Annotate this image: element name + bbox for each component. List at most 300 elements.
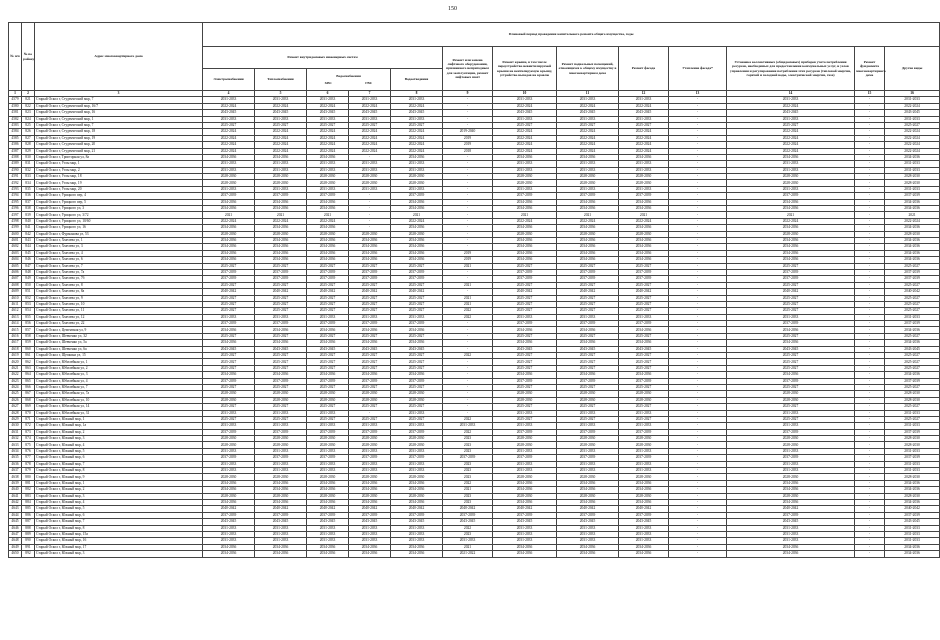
table-cell: 2037-2039 [391,269,443,275]
table-cell: 2028-2030 [307,174,349,180]
table-cell: - [669,538,727,544]
table-cell: - [855,116,885,122]
table-cell: 2028-2030 [203,391,255,397]
table-cell: 2040-2042 [349,289,391,295]
table-cell: 854 [22,308,35,314]
table-cell: 879 [22,468,35,474]
table-cell: - [669,110,727,116]
table-cell: 2034-2036 [203,480,255,486]
table-cell: 2031-2033 [349,186,391,192]
table-cell: 2037-2039 [307,429,349,435]
table-cell: 2034-2036 [349,500,391,506]
table-cell: - [669,436,727,442]
table-cell: 2031-2033 [203,97,255,103]
table-cell: 2043-2045 [307,110,349,116]
planned-period-header: Плановый период проведения капитального ремонта общего имущества, годы [203,23,940,47]
table-cell: - [443,378,493,384]
table-cell: 2037-2039 [255,269,307,275]
table-cell: - [855,340,885,346]
column-number-cell: 13 [669,91,727,97]
table-cell: 2022-2024 [493,218,557,224]
table-cell: 2034-2036 [255,500,307,506]
table-cell: 4585 [9,135,22,141]
table-cell: - [443,212,493,218]
table-cell: - [669,206,727,212]
address-cell: Старый Оскол г, Южный мкр, 3 [35,493,203,499]
table-cell: 2028-2030 [391,174,443,180]
table-cell: 2034-2036 [557,225,619,231]
table-cell: 2021 [203,212,255,218]
table-cell: 2031-2033 [493,97,557,103]
address-cell: Старый Оскол г, Углы мкр, 1 [35,161,203,167]
table-cell: 2034-2036 [391,340,443,346]
table-cell: 2025-2027 [493,404,557,410]
table-cell: 2022-2024 [885,129,940,135]
table-cell: 2022-2024 [307,103,349,109]
table-cell: 2031-2033 [493,167,557,173]
address-cell: Старый Оскол г, Хмелева ул, 7 [35,263,203,269]
table-cell: 2031-2033 [727,423,855,429]
table-cell: 2034-2036 [255,327,307,333]
table-cell: 2037-2039 [885,429,940,435]
table-cell: 2031-2033 [493,468,557,474]
drainage-header: Водоотведения [391,69,443,91]
table-cell: 2037-2039 [255,429,307,435]
table-cell: 871 [22,416,35,422]
table-cell: - [855,474,885,480]
table-cell: 2031-2033 [619,116,669,122]
table-cell: 821 [22,97,35,103]
table-cell: 838 [22,206,35,212]
table-cell: - [855,391,885,397]
address-cell: Старый Оскол г, Урицкого пер, 5 [35,199,203,205]
table-cell: 2031-2033 [727,97,855,103]
table-cell: 2022-2024 [349,142,391,148]
table-cell: 2025-2027 [885,295,940,301]
address-cell: Старый Оскол г, Южный мкр, 1 [35,416,203,422]
address-cell: Старый Оскол г, Триоторная ул, 8а [35,154,203,160]
table-cell: 2034-2036 [727,225,855,231]
table-cell: 2040-2042 [493,289,557,295]
table-cell: 2025-2027 [203,416,255,422]
table-cell: 2043-2045 [203,346,255,352]
table-cell: 2028-2030 [349,391,391,397]
address-cell: Старый Оскол г, Юбилейная ул, 10 [35,397,203,403]
address-cell: Старый Оскол г, Южный мкр, 5 [35,506,203,512]
table-cell: - [669,225,727,231]
table-cell: 2022-2024 [619,103,669,109]
table-cell: 2022-2024 [493,129,557,135]
table-cell: - [855,289,885,295]
address-cell: Старый Оскол г, Студенческий мкр, 7 [35,122,203,128]
table-cell: 2034-2036 [619,199,669,205]
table-cell: 2025-2027 [885,263,940,269]
column-number-cell: 10 [493,91,557,97]
table-cell: 2031-2033 [307,468,349,474]
table-cell: 2025-2027 [307,365,349,371]
table-cell: - [443,244,493,250]
table-cell: 2028-2030 [349,493,391,499]
table-cell: 2028-2030 [203,474,255,480]
table-cell: 2031-2033 [557,116,619,122]
table-cell: 2019 [443,250,493,256]
table-cell: 4634 [9,448,22,454]
table-cell: 2022-2024 [885,135,940,141]
table-cell: 2022-2024 [307,142,349,148]
table-cell: - [669,327,727,333]
table-cell: 2031-2033 [557,97,619,103]
table-cell: 2043-2045 [255,110,307,116]
table-cell: 849 [22,276,35,282]
table-cell: 2031-2033 [727,531,855,537]
table-cell: 853 [22,301,35,307]
table-cell: - [855,218,885,224]
table-cell: 2025-2027 [391,301,443,307]
table-cell: 2028-2030 [727,493,855,499]
table-cell: 2025-2027 [255,122,307,128]
table-cell: 2034-2036 [885,487,940,493]
table-cell: - [669,154,727,160]
table-cell: 4632 [9,436,22,442]
table-cell: 2037-2039 [619,193,669,199]
table-cell: 2031-2033 [619,410,669,416]
address-cell: Старый Оскол г, Углы мкр, 19 [35,180,203,186]
table-cell: 2031-2033 [885,461,940,467]
table-cell: 2031-2033 [307,525,349,531]
table-cell: - [443,193,493,199]
table-cell: 2028-2030 [391,474,443,480]
table-cell: 845 [22,250,35,256]
table-cell: 2028-2030 [493,180,557,186]
table-cell: 2031-2033 [203,525,255,531]
table-cell: 2021-2022 [443,551,493,557]
table-cell: - [855,212,885,218]
table-cell: 2031-2033 [307,448,349,454]
table-cell: 4631 [9,429,22,435]
table-cell: 2031-2033 [493,531,557,537]
table-cell: 2031-2033 [349,461,391,467]
table-cell: 2028-2030 [255,474,307,480]
table-cell: 2022-2024 [727,135,855,141]
table-cell: 826 [22,129,35,135]
table-cell: 2025-2027 [885,353,940,359]
table-cell: 4644 [9,512,22,518]
table-cell: 2022-2024 [307,129,349,135]
address-cell: Старый Оскол г, Хмелева ул, 1 [35,237,203,243]
table-cell: 2034-2036 [885,480,940,486]
table-cell: 2034-2036 [557,199,619,205]
table-cell: - [669,519,727,525]
table-cell: 2037-2039 [619,276,669,282]
table-cell: 2028-2030 [885,180,940,186]
table-cell: 2034-2036 [307,372,349,378]
table-cell: 4645 [9,519,22,525]
table-cell: - [669,531,727,537]
table-cell: 2034-2036 [885,257,940,263]
table-cell: 2037-2039 [493,276,557,282]
table-cell: 2025-2027 [307,122,349,128]
table-cell: 2025-2027 [619,308,669,314]
table-cell: 2040-2042 [727,289,855,295]
table-cell: 2022-2024 [349,135,391,141]
table-cell: 2037-2039 [493,455,557,461]
table-cell: 855 [22,314,35,320]
table-cell: 2031-2033 [255,116,307,122]
table-cell: 2028-2030 [391,442,443,448]
table-cell: 2034-2036 [727,372,855,378]
table-cell: 2034-2036 [493,199,557,205]
table-cell: 2023 [443,461,493,467]
table-cell: 2022 [443,429,493,435]
table-cell: 2025-2027 [493,301,557,307]
table-cell: 2022 [443,480,493,486]
table-cell: 2025-2027 [255,308,307,314]
table-cell: 841 [22,225,35,231]
table-cell: - [855,321,885,327]
table-cell: 2031-2033 [619,97,669,103]
table-cell: 2034-2036 [391,372,443,378]
table-cell: - [855,193,885,199]
table-cell: 2034-2036 [391,237,443,243]
table-cell: 2043-2045 [885,346,940,352]
table-cell: 4593 [9,186,22,192]
table-cell: 4612 [9,308,22,314]
table-cell: 880 [22,474,35,480]
table-cell: 2031-2033 [203,461,255,467]
table-cell: 2037-2039 [203,193,255,199]
table-cell: 2025-2027 [255,295,307,301]
table-cell: 4639 [9,480,22,486]
table-cell: 2034-2036 [727,340,855,346]
table-cell: 4602 [9,244,22,250]
table-cell: 2028-2030 [619,474,669,480]
table-cell: 2040-2042 [885,506,940,512]
table-cell: 2031-2033 [727,525,855,531]
address-cell: Старый Оскол г, Южный мкр, 15а [35,531,203,537]
table-cell: 2025-2027 [619,353,669,359]
table-cell: 2025-2027 [885,122,940,128]
table-cell: 2028-2030 [255,391,307,397]
table-cell: 2031-2033 [255,461,307,467]
table-cell: 2037-2039 [391,512,443,518]
table-cell: 2025-2027 [727,359,855,365]
table-cell: 2034-2036 [203,154,255,160]
table-cell: 2021 [307,212,349,218]
table-cell: 4628 [9,410,22,416]
table-cell: 2037-2039 [619,512,669,518]
table-cell: 2031-2033 [727,538,855,544]
table-cell: 2037-2039 [255,276,307,282]
table-cell: 4617 [9,340,22,346]
table-cell: 2025-2027 [307,308,349,314]
column-number-cell: 2 [22,91,35,97]
address-cell: Старый Оскол г, Урицкого ул, 3 [35,206,203,212]
table-cell: 4618 [9,346,22,352]
table-cell: 2031-2033 [619,167,669,173]
elevator-header: Ремонт или замена лифтового оборудования, признанного непригодным для эксплуатации, ремонт лифтовых шахт [443,47,493,91]
table-cell: 4594 [9,193,22,199]
table-cell: 2037-2039 [493,193,557,199]
table-cell: 2028-2030 [391,436,443,442]
table-cell: 2025-2027 [349,365,391,371]
table-cell: 2022-2024 [203,142,255,148]
table-cell: 2037-2039 [203,321,255,327]
table-cell: - [855,365,885,371]
table-cell: 825 [22,122,35,128]
table-cell: 889 [22,531,35,537]
table-cell: 2031-2033 [307,161,349,167]
table-cell: 2034-2036 [349,250,391,256]
table-cell: 2025-2027 [391,122,443,128]
table-cell: 2040-2042 [255,289,307,295]
address-cell: Старый Оскол г, Южный мкр, 8 [35,468,203,474]
table-cell: 2031-2033 [727,468,855,474]
table-cell: - [669,180,727,186]
table-cell: 2037-2039 [391,378,443,384]
column-number-cell: 8 [391,91,443,97]
table-cell: - [443,218,493,224]
table-cell: 2025-2027 [885,333,940,339]
table-cell: 2034-2036 [255,250,307,256]
table-cell: 2037-2039 [885,193,940,199]
table-cell: 2022-2024 [619,148,669,154]
table-cell: 2025-2027 [391,404,443,410]
table-cell: 2028-2030 [255,174,307,180]
table-cell: - [855,525,885,531]
table-cell: 2034-2036 [619,206,669,212]
table-cell: 4647 [9,531,22,537]
table-cell: 2031-2033 [255,314,307,320]
table-cell: 2022-2024 [349,103,391,109]
table-cell: 2028-2030 [885,231,940,237]
table-cell: 2034-2036 [619,372,669,378]
table-cell: 2025-2027 [557,301,619,307]
table-cell: 2037-2039 [391,429,443,435]
table-cell: 2025-2027 [307,353,349,359]
table-cell: - [669,282,727,288]
table-cell: - [855,231,885,237]
address-cell: Старый Оскол г, Студенческий мкр, 21 [35,148,203,154]
table-cell: 2034-2036 [255,551,307,557]
table-cell: 2034-2036 [203,244,255,250]
table-cell: 2019-2040 [443,129,493,135]
table-cell: 2022-2024 [727,148,855,154]
table-cell: 2023 [443,474,493,480]
table-cell: 857 [22,327,35,333]
table-cell: 863 [22,365,35,371]
table-cell: 2025-2027 [557,263,619,269]
water-label: Водоснабжения [336,73,361,78]
water-header [307,69,391,91]
table-cell: 2031-2033 [255,525,307,531]
table-cell: 2034-2036 [203,225,255,231]
table-cell: 2031-2033 [203,423,255,429]
table-cell: 2037-2039 [557,455,619,461]
table-cell: - [669,263,727,269]
address-cell: Старый Оскол г, Шевченко ул, 32 [35,333,203,339]
table-cell: 2028-2030 [255,442,307,448]
table-cell: - [669,506,727,512]
table-cell: - [669,161,727,167]
table-cell: 4590 [9,167,22,173]
table-cell: 2031-2033 [203,538,255,544]
table-cell: 2028-2030 [557,436,619,442]
table-cell: 2034-2036 [307,551,349,557]
table-cell: 2034-2036 [349,327,391,333]
table-cell: 2043-2045 [493,346,557,352]
table-cell: 2034-2036 [885,250,940,256]
table-cell: 2025-2027 [619,295,669,301]
table-cell: 2040-2042 [391,506,443,512]
table-cell: - [855,142,885,148]
table-cell: 2031-2033 [307,423,349,429]
table-cell: 2037-2039 [557,512,619,518]
table-cell: 2037-2039 [885,269,940,275]
table-cell: 2034-2036 [349,237,391,243]
table-cell: 2025-2027 [391,333,443,339]
table-cell: 2025-2027 [307,263,349,269]
table-cell: 2037-2039 [619,455,669,461]
table-cell: 888 [22,525,35,531]
table-cell: 2034-2036 [493,551,557,557]
table-cell: 2025-2027 [307,333,349,339]
table-cell: 2031-2033 [203,161,255,167]
table-cell: 2040-2042 [203,506,255,512]
table-cell: 2037-2039 [557,378,619,384]
table-cell: 4635 [9,455,22,461]
table-cell: 4592 [9,180,22,186]
table-cell: 2034-2036 [557,244,619,250]
table-cell: 2028-2030 [557,493,619,499]
address-cell: Старый Оскол г, Южный мкр, 3 [35,551,203,557]
table-cell: - [443,116,493,122]
table-cell: - [669,544,727,550]
table-cell: 2031-2033 [885,468,940,474]
table-cell: 2031-2033 [307,410,349,416]
table-cell: 2034-2036 [255,480,307,486]
table-cell: 2031-2033 [493,448,557,454]
table-cell: 2028-2030 [493,397,557,403]
table-cell: 2028-2030 [885,474,940,480]
table-cell: 2031-2033 [493,410,557,416]
address-cell: Старый Оскол г, Южный мкр, 8 [35,525,203,531]
table-cell: 2034-2036 [493,250,557,256]
table-cell: 2034-2036 [727,244,855,250]
table-cell: 872 [22,423,35,429]
table-cell: 2028-2030 [557,180,619,186]
table-cell: - [669,167,727,173]
table-cell: - [349,199,391,205]
table-cell: 2043-2045 [307,519,349,525]
table-cell: - [855,384,885,390]
table-cell: 2022-2024 [391,142,443,148]
table-cell: 2034-2036 [307,237,349,243]
table-cell: 2022-2024 [203,129,255,135]
column-number-cell: 7 [349,91,391,97]
table-cell: 2034-2036 [203,327,255,333]
table-cell: - [669,365,727,371]
table-cell: 2022-2024 [557,103,619,109]
table-cell: 866 [22,384,35,390]
table-cell: 864 [22,372,35,378]
table-cell: - [855,448,885,454]
table-cell: 2034-2036 [255,372,307,378]
table-cell: 4583 [9,122,22,128]
table-cell: 2025-2027 [619,359,669,365]
table-cell: 2034-2036 [391,487,443,493]
table-cell: 2034-2036 [255,257,307,263]
table-cell: 2034-2036 [349,340,391,346]
